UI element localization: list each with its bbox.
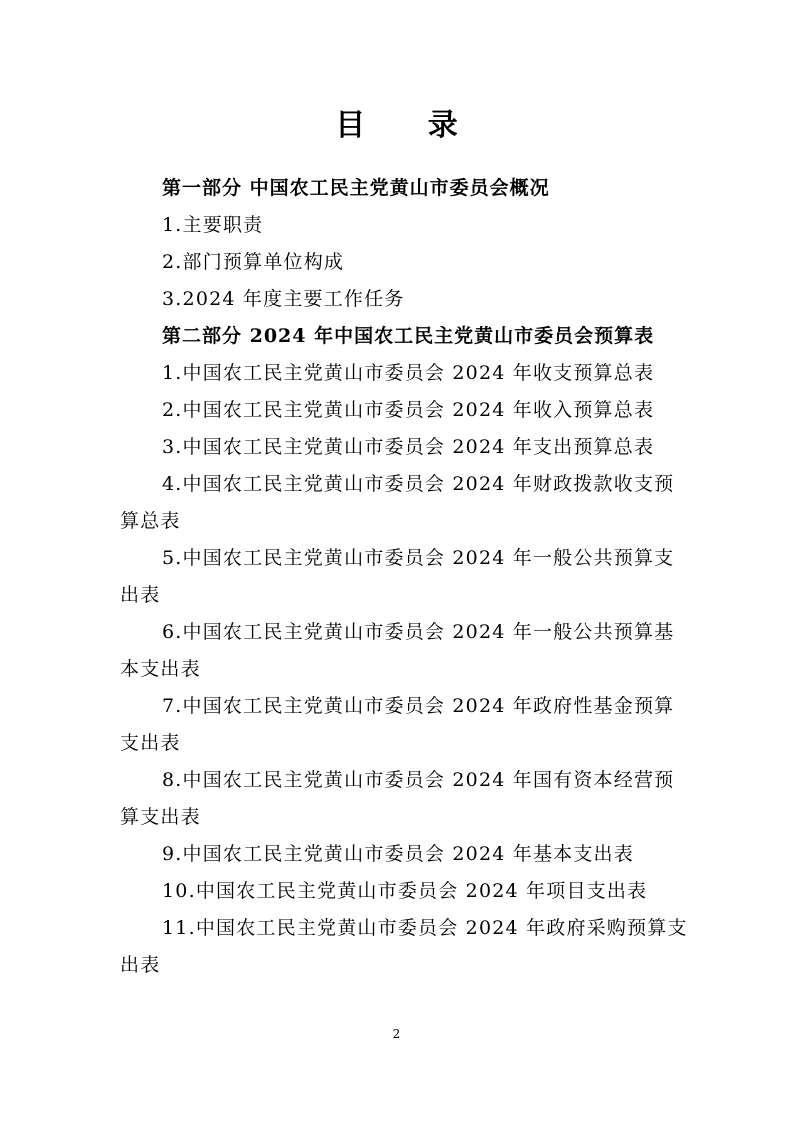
toc-item: 11.中国农工民主党黄山市委员会 2024 年政府采购预算支 <box>162 917 688 939</box>
part2-heading: 第二部分 2024 年中国农工民主党黄山市委员会预算表 <box>162 325 655 347</box>
page-number: 2 <box>392 1027 401 1041</box>
page-title: 目 录 <box>335 108 484 143</box>
part1-heading: 第一部分 中国农工民主党黄山市委员会概况 <box>162 177 550 199</box>
toc-item-continuation: 出表 <box>120 954 161 976</box>
toc-item-continuation: 出表 <box>120 584 161 606</box>
toc-item: 4.中国农工民主党黄山市委员会 2024 年财政拨款收支预 <box>162 473 675 495</box>
toc-item: 2.中国农工民主党黄山市委员会 2024 年收入预算总表 <box>162 399 655 421</box>
toc-item: 10.中国农工民主党黄山市委员会 2024 年项目支出表 <box>162 880 648 902</box>
toc-item: 2.部门预算单位构成 <box>162 251 345 273</box>
toc-item: 3.2024 年度主要工作任务 <box>162 288 405 310</box>
toc-item: 5.中国农工民主党黄山市委员会 2024 年一般公共预算支 <box>162 547 675 569</box>
toc-item-continuation: 算总表 <box>120 510 181 532</box>
toc-item: 1.中国农工民主党黄山市委员会 2024 年收支预算总表 <box>162 362 655 384</box>
toc-item: 3.中国农工民主党黄山市委员会 2024 年支出预算总表 <box>162 436 655 458</box>
toc-item: 7.中国农工民主党黄山市委员会 2024 年政府性基金预算 <box>162 695 675 717</box>
toc-item: 8.中国农工民主党黄山市委员会 2024 年国有资本经营预 <box>162 769 675 791</box>
table-of-contents <box>120 170 700 984</box>
toc-item: 1.主要职责 <box>162 214 264 236</box>
toc-item-continuation: 算支出表 <box>120 806 201 828</box>
toc-item: 9.中国农工民主党黄山市委员会 2024 年基本支出表 <box>162 843 634 865</box>
toc-item-continuation: 支出表 <box>120 732 181 754</box>
toc-item: 6.中国农工民主党黄山市委员会 2024 年一般公共预算基 <box>162 621 675 643</box>
toc-item-continuation: 本支出表 <box>120 658 201 680</box>
